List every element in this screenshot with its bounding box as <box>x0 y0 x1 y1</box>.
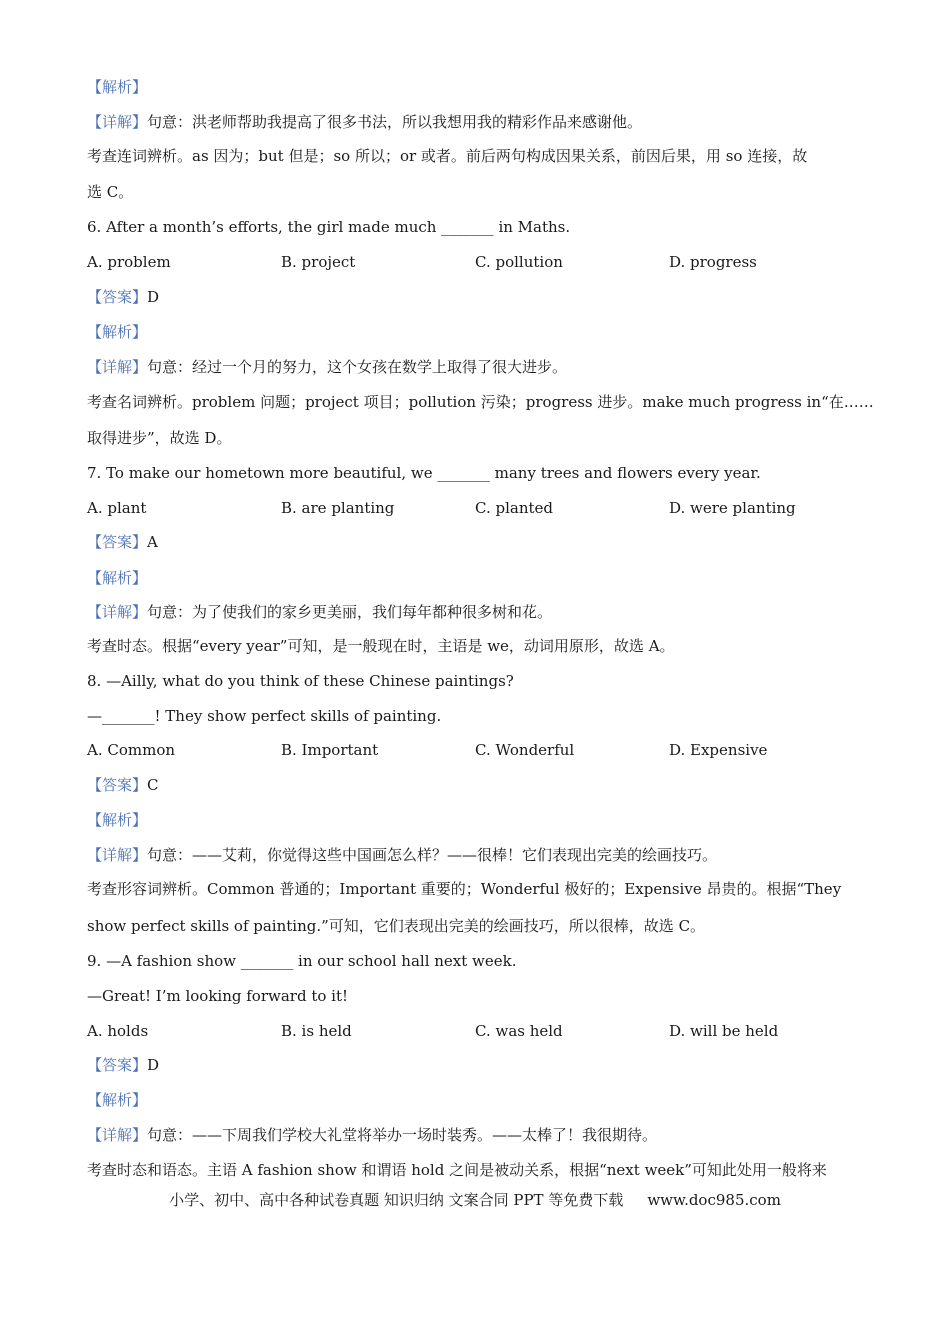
question-stem-reply: —Great! I’m looking forward to it! <box>87 987 349 1005</box>
answer-value: D <box>147 1056 160 1074</box>
option-b: B. project <box>281 253 356 271</box>
answer-label: 【答案】 <box>87 533 148 551</box>
detail-text: 句意：——下周我们学校大礼堂将举办一场时装秀。——太棒了！我很期待。 <box>147 1126 658 1144</box>
detail-text: 句意：为了使我们的家乡更美丽，我们每年都种很多树和花。 <box>147 603 553 621</box>
option-a: A. problem <box>87 253 171 271</box>
question-stem: 9. —A fashion show _______ in our school hall next week. <box>87 952 517 970</box>
option-b: B. is held <box>281 1022 352 1040</box>
page-footer <box>0 1190 950 1210</box>
explain-line: 考查时态和语态。主语 A fashion show 和谓语 hold 之间是被动关系，根据“next week”可知此处用一般将来 <box>87 1161 827 1179</box>
answer-value: D <box>147 288 160 306</box>
explain-line: show perfect skills of painting.”可知，它们表现出完美的绘画技巧，所以很棒，故选 C。 <box>87 917 706 935</box>
detail-label: 【详解】 <box>87 358 148 376</box>
question-stem: 6. After a month’s efforts, the girl made much _______ in Maths. <box>87 218 571 236</box>
analysis-label: 【解析】 <box>87 323 148 341</box>
option-a: A. holds <box>87 1022 149 1040</box>
option-a: A. plant <box>87 499 147 517</box>
analysis-label: 【解析】 <box>87 569 148 587</box>
option-a: A. Common <box>87 741 176 759</box>
option-d: D. progress <box>669 253 757 271</box>
detail-line <box>87 357 567 377</box>
detail-line <box>87 602 552 622</box>
option-c: C. Wonderful <box>475 741 575 759</box>
detail-label: 【详解】 <box>87 603 148 621</box>
analysis-label: 【解析】 <box>87 78 148 96</box>
footer-text: 小学、初中、高中各种试卷真题 知识归纳 文案合同 PPT 等免费下载 <box>169 1191 624 1209</box>
detail-text: 句意：洪老师帮助我提高了很多书法，所以我想用我的精彩作品来感谢他。 <box>147 113 643 131</box>
option-d: D. were planting <box>669 499 796 517</box>
option-b: B. Important <box>281 741 379 759</box>
analysis-label: 【解析】 <box>87 811 148 829</box>
option-b: B. are planting <box>281 499 395 517</box>
option-d: D. Expensive <box>669 741 768 759</box>
option-c: C. planted <box>475 499 553 517</box>
detail-text: 句意：——艾莉，你觉得这些中国画怎么样？——很棒！它们表现出完美的绘画技巧。 <box>147 846 718 864</box>
detail-label: 【详解】 <box>87 113 148 131</box>
option-c: C. was held <box>475 1022 563 1040</box>
detail-label: 【详解】 <box>87 846 148 864</box>
answer-line <box>87 1055 159 1075</box>
answer-value: C <box>147 776 159 794</box>
question-stem-reply: —_______! They show perfect skills of painting. <box>87 707 442 725</box>
explain-line: 考查形容词辨析。Common 普通的；Important 重要的；Wonderful 极好的；Expensive 昂贵的。根据“They <box>87 880 842 898</box>
answer-label: 【答案】 <box>87 776 148 794</box>
explain-line: 考查时态。根据“every year”可知，是一般现在时，主语是 we，动词用原形，故选 A。 <box>87 637 675 655</box>
detail-text: 句意：经过一个月的努力，这个女孩在数学上取得了很大进步。 <box>147 358 568 376</box>
explain-line: 取得进步”，故选 D。 <box>87 429 232 447</box>
answer-label: 【答案】 <box>87 288 148 306</box>
answer-label: 【答案】 <box>87 1056 148 1074</box>
explain-line: 选 C。 <box>87 183 134 201</box>
question-stem: 8. —Ailly, what do you think of these Chinese paintings? <box>87 672 514 690</box>
answer-value: A <box>147 533 158 551</box>
analysis-label: 【解析】 <box>87 1091 148 1109</box>
detail-line <box>87 112 642 132</box>
explain-line: 考查连词辨析。as 因为；but 但是；so 所以；or 或者。前后两句构成因果关系，前因后果，用 so 连接，故 <box>87 147 808 165</box>
answer-line <box>87 532 158 552</box>
question-stem: 7. To make our hometown more beautiful, we _______ many trees and flowers every year. <box>87 464 761 482</box>
option-c: C. pollution <box>475 253 563 271</box>
answer-line <box>87 287 159 307</box>
explain-line: 考查名词辨析。problem 问题；project 项目；pollution 污染；progress 进步。make much progress in“在…… <box>87 393 874 411</box>
detail-line <box>87 845 717 865</box>
footer-url[interactable]: www.doc985.com <box>647 1191 781 1209</box>
detail-label: 【详解】 <box>87 1126 148 1144</box>
option-d: D. will be held <box>669 1022 779 1040</box>
answer-line <box>87 775 159 795</box>
detail-line <box>87 1125 657 1145</box>
